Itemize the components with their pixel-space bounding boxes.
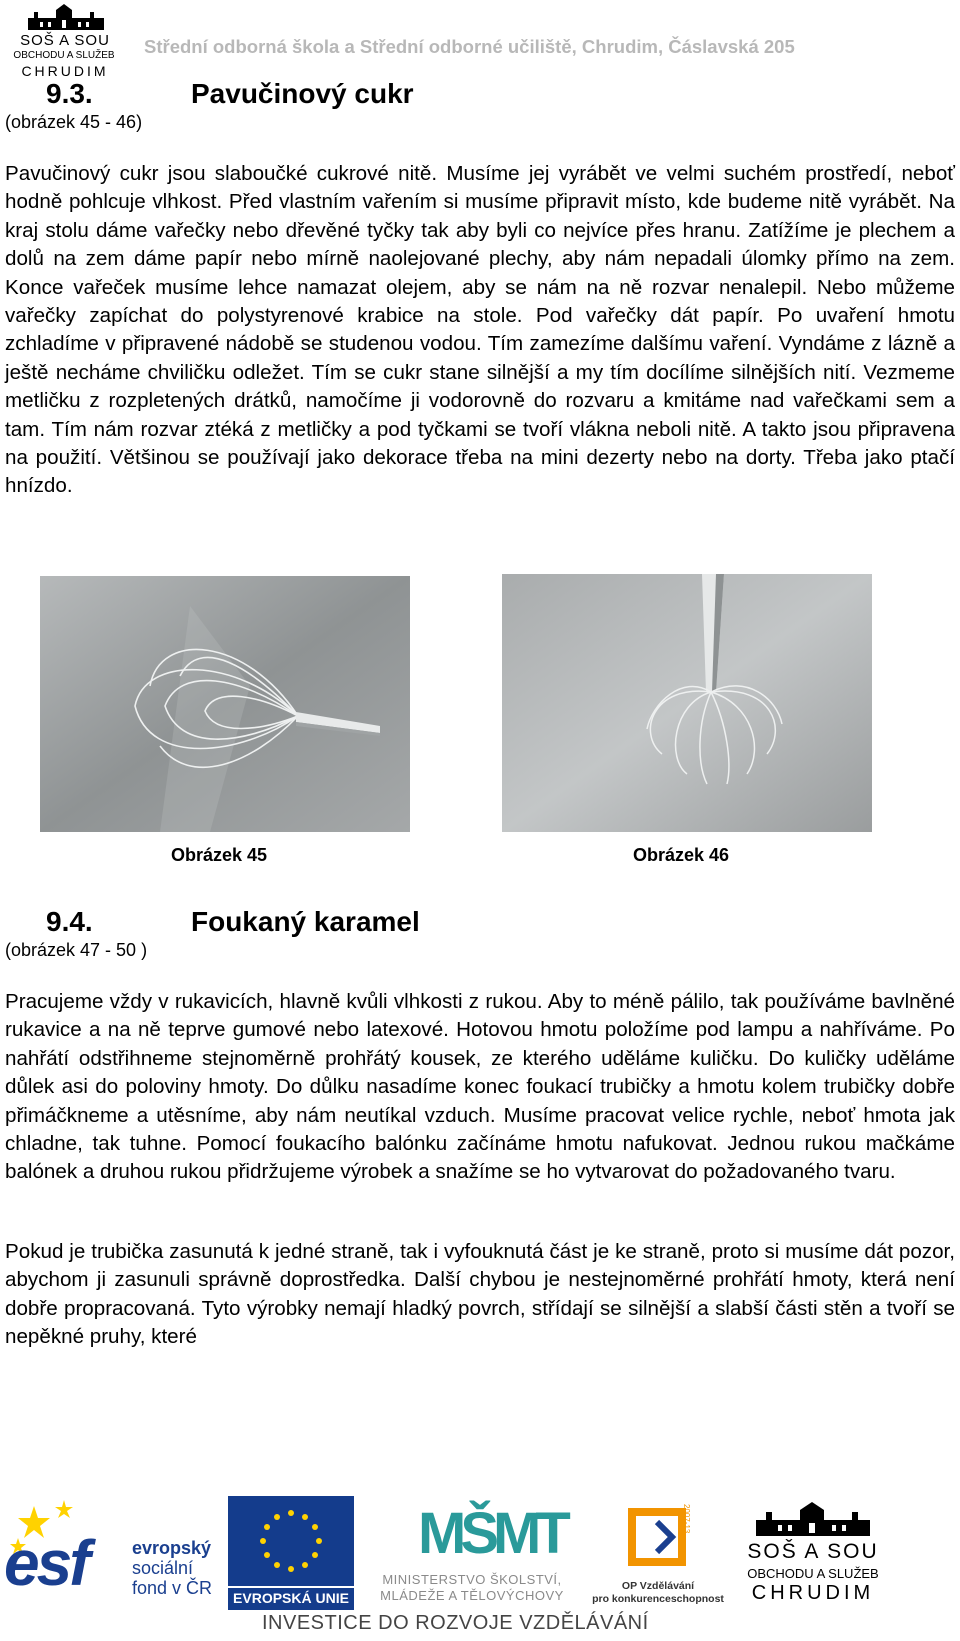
msmt-logo [360,1496,584,1611]
figure-46-caption: Obrázek 46 [633,845,730,865]
op-line-1: OP Vzdělávání [621,1580,695,1592]
whisk-horizontal-photo [40,576,410,832]
footer-logos [0,1496,960,1611]
section-heading-9-3 [46,78,414,110]
school-logo-footer [738,1496,888,1611]
logo-line-3: CHRUDIM [21,63,109,79]
esf-logo [4,1496,218,1611]
section-title: Pavučinový cukr [191,78,414,109]
figure-46-image [502,574,872,832]
section-number: 9.4. [46,906,93,937]
school-footer-line-2: OBCHODU A SLUŽEB [747,1566,879,1581]
section-subtitle: (obrázek 47 - 50 ) [5,940,148,960]
eu-label: EVROPSKÁ UNIE [233,1590,349,1606]
figure-45-caption: Obrázek 45 [171,845,268,865]
section-paragraph-1: Pracujeme vždy v rukavicích, hlavně kvůli vlhkosti z rukou. Aby to méně pálilo, tak používáme bavlněné rukavice a na ně teprve gumové nebo latexové. Hotovou hmotu položíme pod lampu a nahříváme. Po nahřátí odstřihneme stejnoměrně prohřátý kousek, ze kterého uděláme kuličku. Do kuličky uděláme důlek asi do poloviny hmoty. Do důlku nasadíme konec foukací trubičky a hmotu kolem trubičky dobře přimáčkneme a utěsníme, aby nám neutíkal vzduch. Musíme pracovat velice rychle, neboť hmota jak chladne, tak tuhne. Pomocí foukacího balónku začínáme hmotu nafukovat. Jednou rukou mačkáme balónek a druhou rukou přidržujeme výrobek a snažíme se ho vytvarovat do požadovaného tvaru. [5,990,955,1184]
eu-flag-icon [228,1496,354,1586]
eu-logo [228,1496,354,1611]
logo-line-1: SOŠ A SOU [20,32,110,49]
whisk-vertical-photo [502,574,872,832]
logo-line-2: OBCHODU A SLUŽEB [13,50,115,61]
esf-letters: esf [4,1527,88,1599]
investment-slogan: INVESTICE DO ROZVOJE VZDĚLÁVÁNÍ [262,1612,649,1634]
section-title: Foukaný karamel [191,906,420,937]
msmt-line-2: MLÁDEŽE A TĚLOVÝCHOVY [380,1588,564,1603]
castle-icon [754,1502,872,1538]
op-line-2: pro konkurenceschopnost [592,1593,724,1605]
school-footer-line-3: CHRUDIM [751,1582,875,1604]
figure-45-image [40,576,410,832]
castle-icon [26,2,106,32]
header-school-logo [4,2,120,80]
section-number: 9.3. [46,78,93,109]
section-subtitle: (obrázek 45 - 46) [5,112,143,132]
msmt-letters: MŠMT [418,1501,565,1566]
msmt-line-1: MINISTERSTVO ŠKOLSTVÍ, [382,1572,562,1587]
esf-line-2: sociální [132,1558,194,1578]
section-paragraph-2: Pokud je trubička zasunutá k jedné straně, tak i vyfouknutá část je ke straně, proto si musíme dát pozor, abychom ji zasunuli správně doprostředka. Další chybou je nestejnoměrné prohřátí hmoty, která není dobře propracovaná. Tyto výrobky nemají hladký povrch, střídají se silnější a slabší části stěn a tvoří se nepěkné pruhy, které [5,1240,955,1349]
op-vk-logo [588,1496,728,1611]
esf-line-1: evropský [132,1538,212,1558]
header-school-title: Střední odborná škola a Střední odborné učiliště, Chrudim, Čáslavská 205 [144,36,795,57]
section-heading-9-4 [46,906,420,938]
esf-line-3: fond v ČR [132,1578,213,1598]
section-paragraph: Pavučinový cukr jsou slaboučké cukrové nitě. Musíme jej vyrábět ve velmi suchém prostředí, neboť hodně pohlcuje vlhkost. Před vlastním vařením si musíme připravit místo, kde budeme nitě vyrábět. Na kraj stolu dáme vařečky nebo dřevěné tyčky tak aby byli co nejvíce přes hranu. Zatížíme je plechem a dolů na zem dáme papír nebo mírně naolejované plechy, aby nám nepadali úlomky přímo na zem. Konce vařeček musíme lehce namazat olejem, aby se nám na ně rozvar nenalepil. Nebo můžeme vařečky zapíchat do polystyrenové krabice na stole. Pod vařečky dát papír. Po uvaření hmotu zchladíme v připravené nádobě se studenou vodou. Tím zamezíme dalšímu vaření. Vyndáme z lázně a ještě necháme chviličku odležet. Tím se cukr stane silnější a my tím docílíme silnějších nití. Vezmeme metličku z rozpletených drátků, namočíme ji vodorovně do rozvaru a kmitáme nad vařečkami sem a tam. Tím nám rozvar ztéká z metličky a pod tyčkami se tvoří vlákna neboli nitě. A takto jsou připravena na použití. Většinou se používají jako dekorace třeba na mini dezerty nebo na dorty. Třeba jako ptačí hnízdo. [5,162,955,498]
op-years: 2007-13 [682,1504,691,1534]
school-footer-line-1: SOŠ A SOU [747,1540,879,1563]
